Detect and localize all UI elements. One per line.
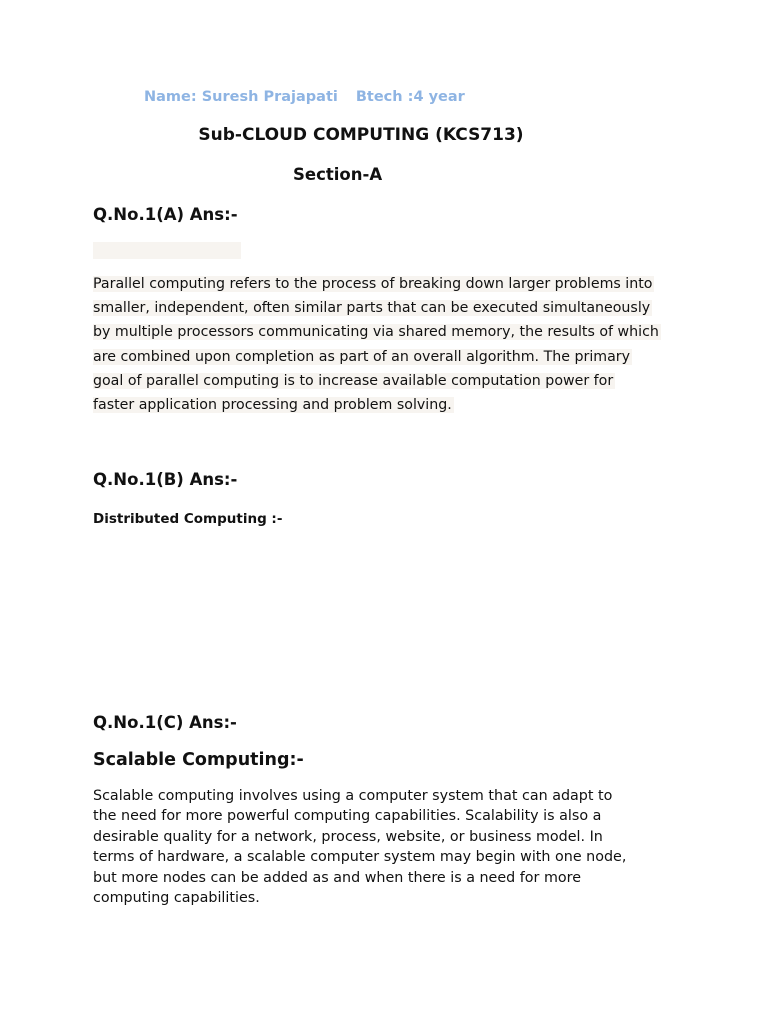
student-name: Name: Suresh Prajapati <box>144 89 338 105</box>
q1a-line: are combined upon completion as part of an overall algorithm. The primary <box>93 348 630 365</box>
q1b-heading: Q.No.1(B) Ans:- <box>93 470 238 489</box>
blank-highlight-block <box>93 242 241 259</box>
q1c-line: desirable quality for a network, process, website, or business model. In <box>93 828 603 845</box>
q1a-heading: Q.No.1(A) Ans:- <box>93 205 238 224</box>
q1c-line: but more nodes can be added as and when there is a need for more <box>93 869 582 886</box>
q1a-line: Parallel computing refers to the process of breaking down larger problems into <box>93 276 653 292</box>
student-info <box>144 89 465 105</box>
distributed-computing-heading: Distributed Computing :- <box>93 511 283 527</box>
q1c-line: the need for more powerful computing capabilities. Scalability is also a <box>93 808 602 825</box>
q1a-line: faster application processing and problem solving. <box>93 397 452 414</box>
q1c-line: terms of hardware, a scalable computer system may begin with one node, <box>93 849 627 866</box>
q1a-line: goal of parallel computing is to increase available computation power for <box>93 372 614 389</box>
q1a-line: smaller, independent, often similar parts that can be executed simultaneously <box>93 300 651 317</box>
section-title: Section-A <box>293 165 383 184</box>
q1c-line: computing capabilities. <box>93 890 260 907</box>
q1c-answer-paragraph <box>93 786 693 908</box>
q1c-heading: Q.No.1(C) Ans:- <box>93 713 237 732</box>
subject-title: Sub-CLOUD COMPUTING (KCS713) <box>198 125 524 145</box>
scalable-computing-heading: Scalable Computing:- <box>93 750 304 770</box>
q1a-line: by multiple processors communicating via shared memory, the results of which <box>93 324 659 341</box>
course-year: Btech :4 year <box>355 89 465 105</box>
q1c-line: Scalable computing involves using a computer system that can adapt to <box>93 788 613 804</box>
q1a-answer-paragraph <box>93 272 683 417</box>
